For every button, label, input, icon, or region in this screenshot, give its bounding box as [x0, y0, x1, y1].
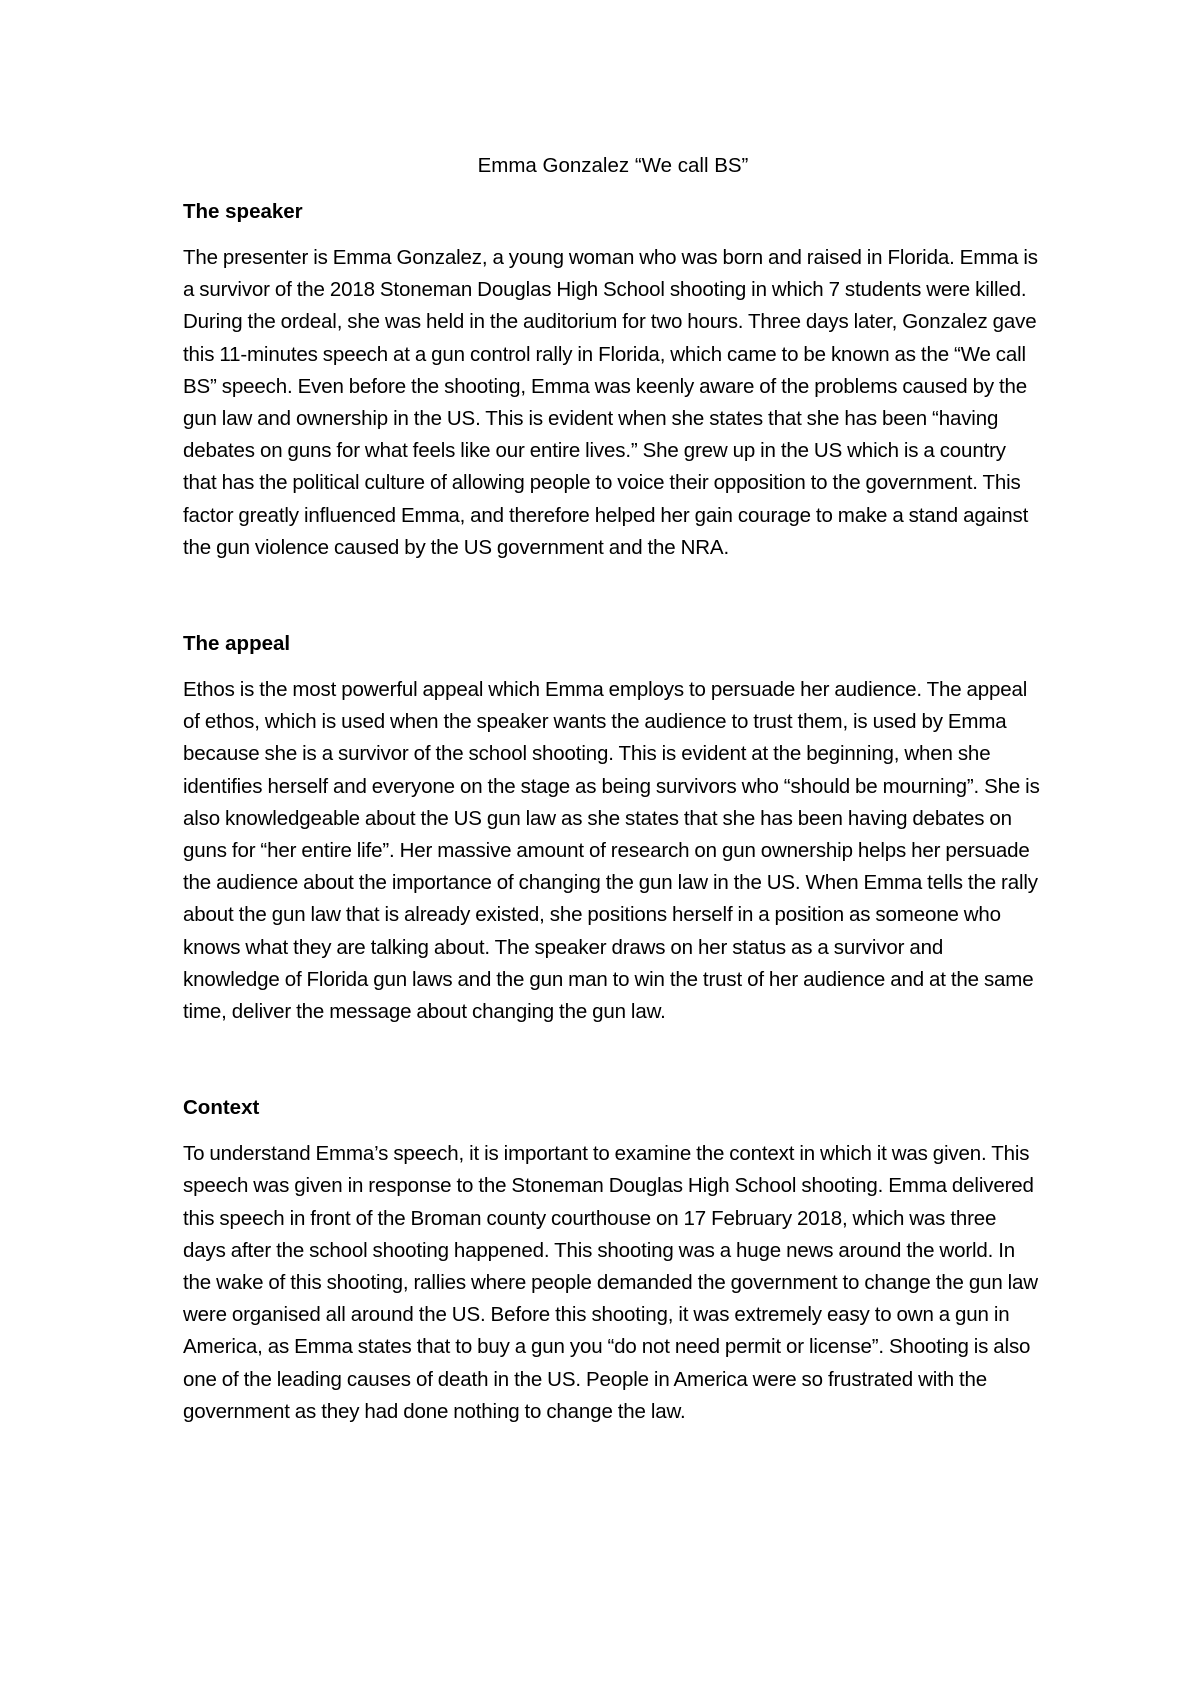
section-appeal — [183, 628, 1043, 1028]
document-title: Emma Gonzalez “We call BS” — [477, 154, 749, 177]
document-content — [183, 150, 1043, 1428]
section-heading-context: Context — [183, 1096, 260, 1120]
section-body-speaker: The presenter is Emma Gonzalez, a young woman who was born and raised in Florida. Emma is a survivor of the 2018 Stoneman Douglas High School shooting in which 7 students were killed. During the ordeal, she was held in the auditorium for two hours. Three days later, Gonzalez gave this 11-minutes speech at a gun control rally in Florida, which came to be known as the “We call BS” speech. Even before the shooting, Emma was keenly aware of the problems caused by the gun law and ownership in the US. This is evident when she states that she has been “having debates on guns for what feels like our entire lives.” She grew up in the US which is a country that has the political culture of allowing people to voice their opposition to the government. This factor greatly influenced Emma, and therefore helped her gain courage to make a stand against the gun violence caused by the US government and the NRA. — [183, 246, 1038, 559]
section-context — [183, 1092, 1043, 1428]
section-heading-speaker: The speaker — [183, 200, 303, 223]
section-body-appeal: Ethos is the most powerful appeal which Emma employs to persuade her audience. The appeal of ethos, which is used when the speaker wants the audience to trust them, is used by Emma because she is a survivor of the school shooting. This is evident at the beginning, when she identifies herself and everyone on the stage as being survivors who “should be mourning”. She is also knowledgeable about the US gun law as she states that she has been having debates on guns for “her entire life”. Her massive amount of research on gun ownership helps her persuade the audience about the importance of changing the gun law in the US. When Emma tells the rally about the gun law that is already existed, she positions herself in a position as someone who knows what they are talking about. The speaker draws on her status as a survivor and knowledge of Florida gun laws and the gun man to win the trust of her audience and at the same time, deliver the message about changing the gun law. — [183, 678, 1040, 1024]
section-body-context: To understand Emma’s speech, it is important to examine the context in which it was given. This speech was given in response to the Stoneman Douglas High School shooting. Emma delivered this speech in front of the Broman county courthouse on 17 February 2018, which was three days after the school shooting happened. This shooting was a huge news around the world. In the wake of this shooting, rallies where people demanded the government to change the gun law were organised all around the US. Before this shooting, it was extremely easy to own a gun in America, as Emma states that to buy a gun you “do not need permit or license”. Shooting is also one of the leading causes of death in the US. People in America were so frustrated with the government as they had done nothing to change the law. — [183, 1142, 1038, 1423]
section-heading-appeal: The appeal — [183, 632, 291, 656]
section-speaker — [183, 196, 1043, 564]
